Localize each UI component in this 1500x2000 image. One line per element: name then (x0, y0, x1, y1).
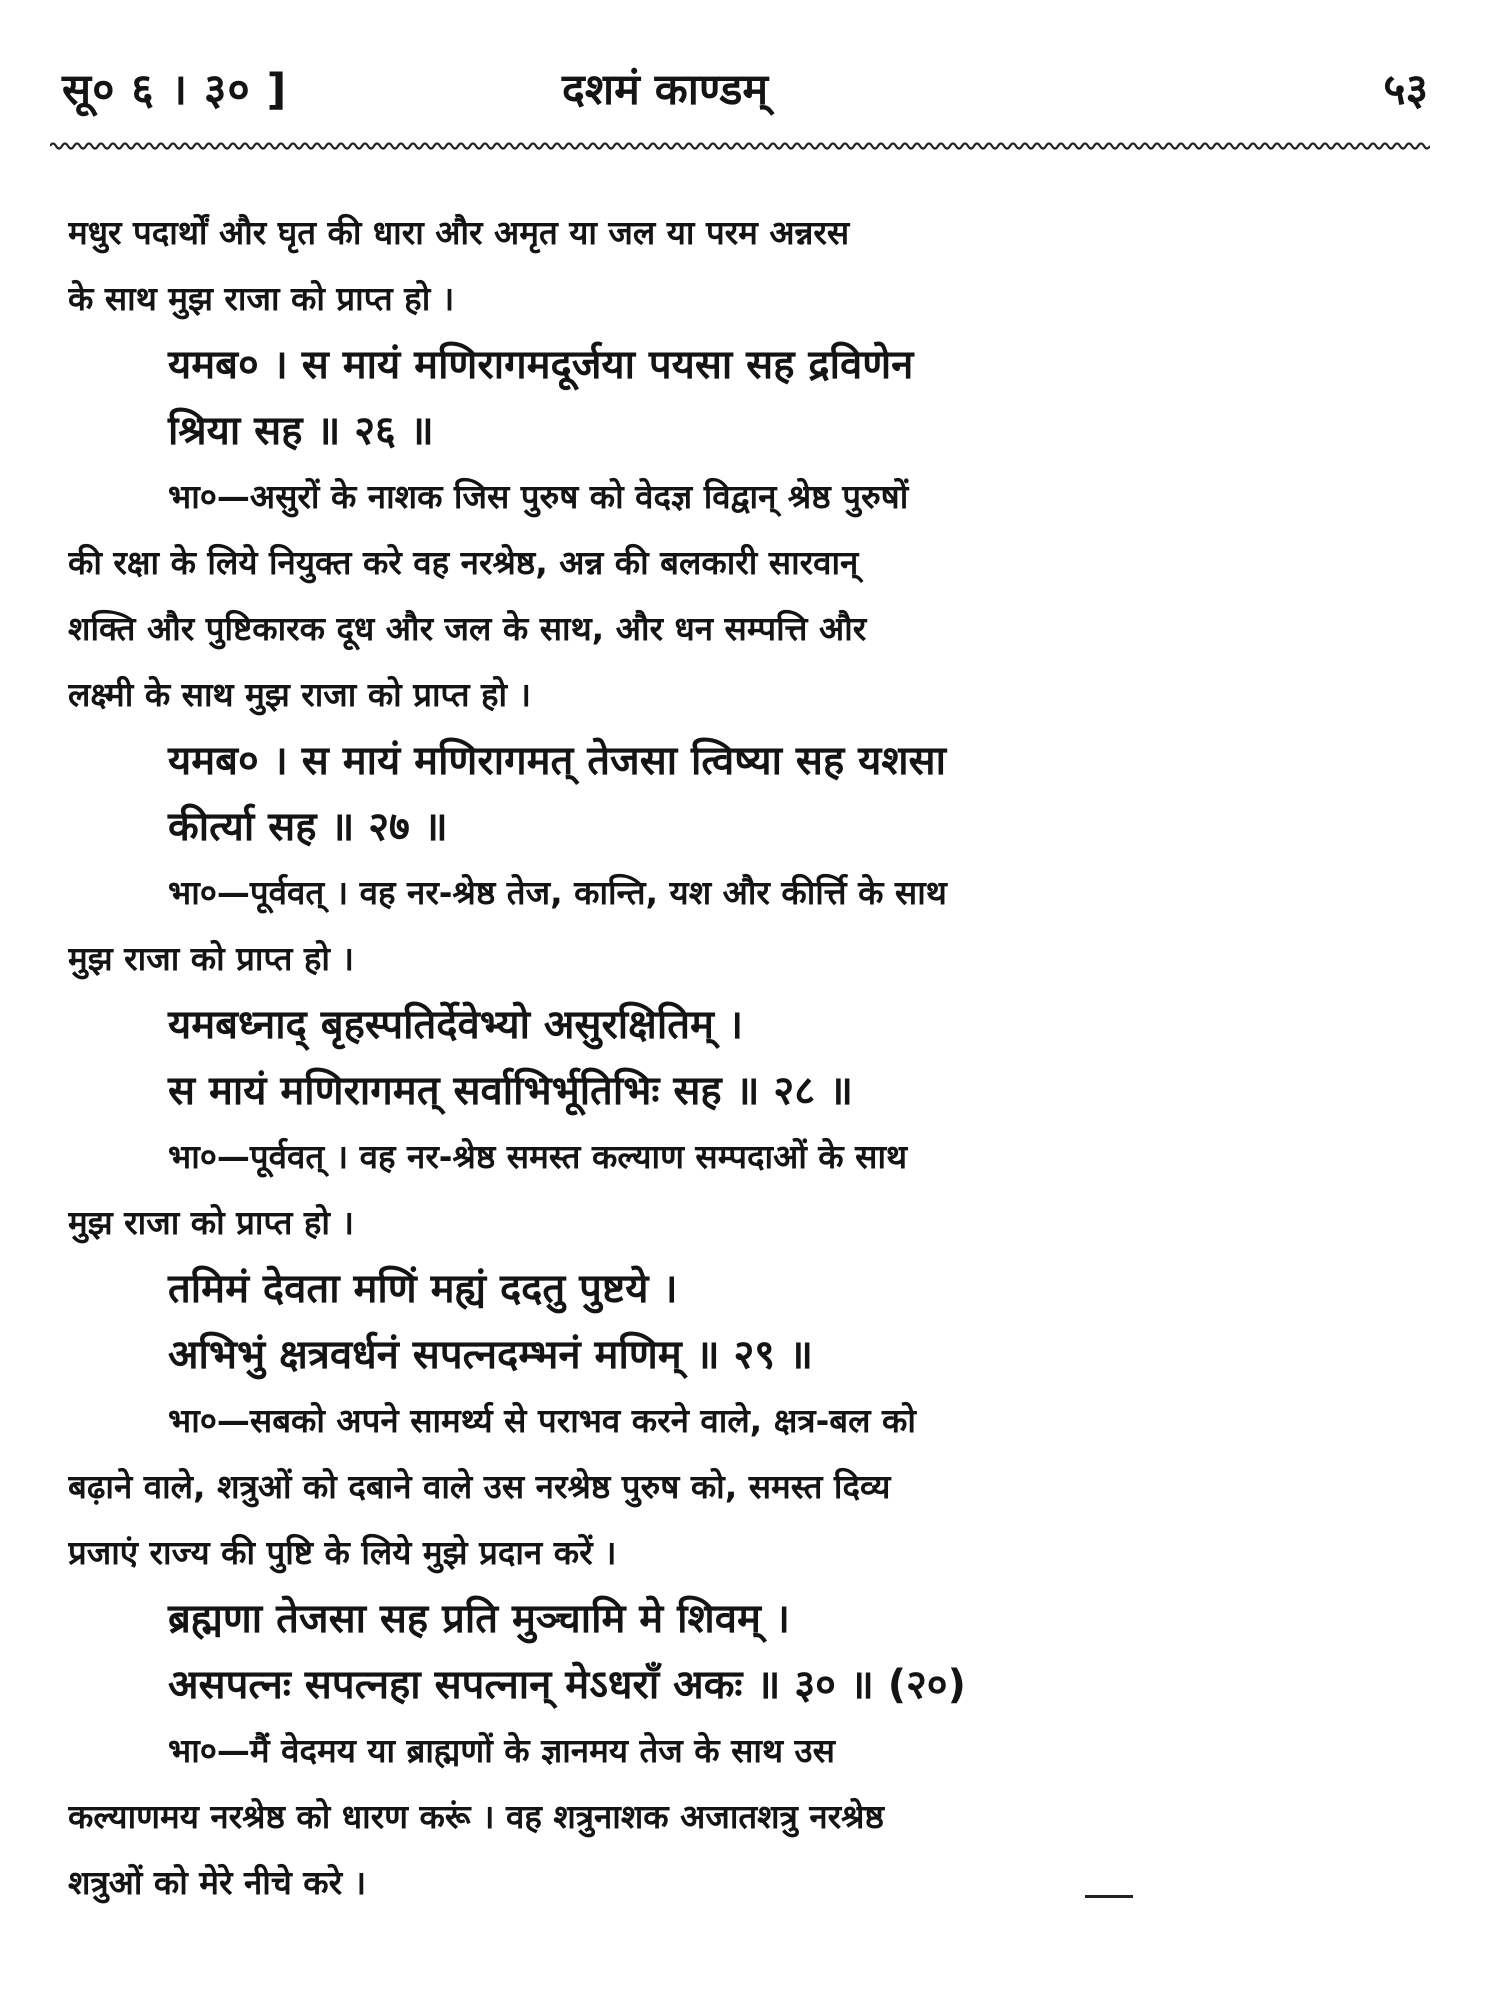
text-line: की रक्षा के लिये नियुक्त करे वह नरश्रेष्ठ, अन्न की बलकारी सारवान् (68, 543, 859, 582)
commentary-line: भा०—सबको अपने सामर्थ्य से पराभव करने वाले, क्षत्र-बल को (168, 1401, 916, 1440)
commentary-line: भा०—असुरों के नाशक जिस पुरुष को वेदज्ञ विद्वान् श्रेष्ठ पुरुषों (168, 477, 909, 516)
mantra-line: तमिमं देवता मणिं मह्यं ददतु पुष्टये । (168, 1266, 678, 1312)
commentary-line: भा०—मैं वेदमय या ब्राह्मणों के ज्ञानमय तेज के साथ उस (168, 1731, 835, 1770)
text-line: मधुर पदार्थों और घृत की धारा और अमृत या जल या परम अन्नरस (68, 213, 850, 252)
text-line: शक्ति और पुष्टिकारक दूध और जल के साथ, और धन सम्पत्ति और (68, 609, 867, 648)
text-line: प्रजाएं राज्य की पुष्टि के लिये मुझे प्रदान करें । (68, 1533, 617, 1572)
mantra-line: ब्रह्मणा तेजसा सह प्रति मुञ्चामि मे शिवम् । (168, 1596, 790, 1642)
mantra-line: यमबध्नाद् बृहस्पतिर्देवेभ्यो असुरक्षितिम् । (168, 1002, 744, 1048)
mantra-line: अभिभुं क्षत्रवर्धनं सपत्नदम्भनं मणिम् ॥ २९ ॥ (168, 1332, 813, 1378)
page-body (68, 200, 1408, 1916)
mantra-line: यमब० । स मायं मणिरागमत् तेजसा त्विष्या सह यशसा (168, 738, 946, 784)
text-line: लक्ष्मी के साथ मुझ राजा को प्राप्त हो । (68, 675, 532, 714)
header-title: दशमं काण्डम् (562, 65, 769, 115)
mantra-line: श्रिया सह ॥ २६ ॥ (168, 408, 434, 454)
page-number: ५३ (1383, 65, 1428, 115)
header-reference: सू० ६ । ३० ] (62, 65, 288, 115)
mantra-line: असपत्नः सपत्नहा सपत्नान् मेऽधराँ अकः ॥ ३० ॥ (२०) (168, 1662, 966, 1708)
text-line: शत्रुओं को मेरे नीचे करे । (68, 1863, 367, 1902)
page-header (62, 58, 1428, 130)
mantra-line: स मायं मणिरागमत् सर्वाभिर्भूतिभिः सह ॥ २८ ॥ (168, 1068, 853, 1114)
text-line: बढ़ाने वाले, शत्रुओं को दबाने वाले उस नरश्रेष्ठ पुरुष को, समस्त दिव्य (68, 1467, 891, 1506)
text-line: मुझ राजा को प्राप्त हो । (68, 1203, 354, 1242)
commentary-line: भा०—पूर्ववत् । वह नर-श्रेष्ठ समस्त कल्याण सम्पदाओं के साथ (168, 1137, 908, 1176)
text-line: मुझ राजा को प्राप्त हो । (68, 939, 354, 978)
mantra-line: कीर्त्या सह ॥ २७ ॥ (168, 804, 448, 850)
text-line: के साथ मुझ राजा को प्राप्त हो । (68, 279, 455, 318)
text-line: कल्याणमय नरश्रेष्ठ को धारण करूं । वह शत्रुनाशक अजातशत्रु नरश्रेष्ठ (68, 1797, 884, 1836)
end-mark (1085, 1895, 1133, 1898)
wavy-divider (50, 140, 1430, 152)
commentary-line: भा०—पूर्ववत् । वह नर-श्रेष्ठ तेज, कान्ति, यश और कीर्त्ति के साथ (168, 873, 947, 912)
mantra-line: यमब० । स मायं मणिरागमदूर्जया पयसा सह द्रविणेन (168, 342, 914, 388)
